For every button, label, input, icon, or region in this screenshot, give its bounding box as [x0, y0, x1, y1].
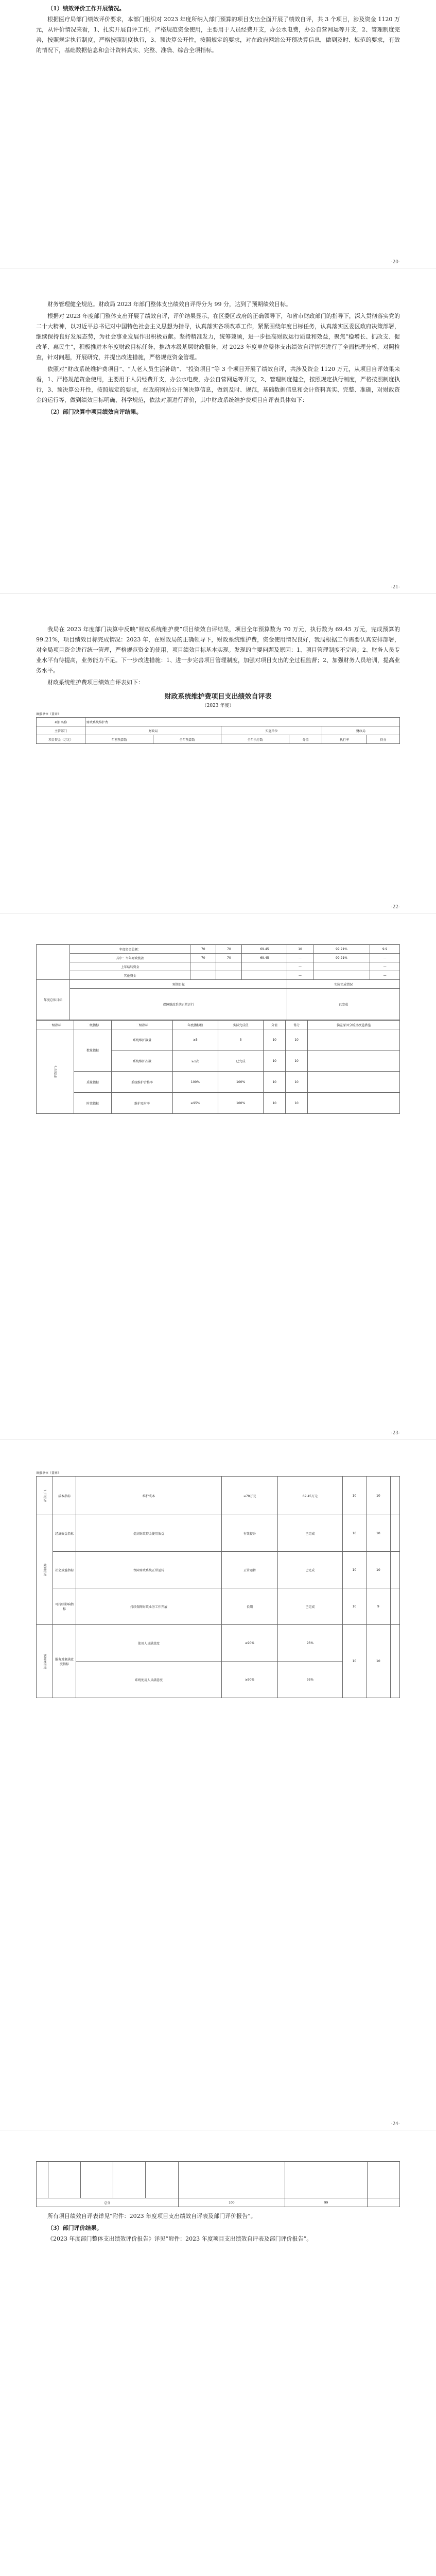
table-cell: 得分 — [367, 735, 399, 744]
table-cell: 10 — [286, 1029, 308, 1050]
table-cell: ≥95% — [172, 1093, 218, 1114]
body-paragraph: 所有项目绩效自评表详见“附件：2023 年度项目支出绩效自评表及部门评价报告”。 — [47, 2213, 256, 2219]
table-cell: ≥5 — [172, 1029, 218, 1050]
table-cell: 社会效益指标 — [53, 1552, 76, 1588]
table-cell: 产出指标 — [37, 1477, 53, 1515]
table-cell — [146, 2162, 178, 2198]
table-cell: 保障财政系统正常运行 — [70, 989, 287, 1020]
table-cell: 满意度指标 — [37, 1625, 53, 1698]
page-number: -24- — [391, 2122, 400, 2127]
table-cell: — — [370, 971, 400, 980]
table-cell — [307, 1029, 399, 1050]
table-cell — [307, 1050, 399, 1072]
table-cell: 5 — [218, 1029, 263, 1050]
section-heading: （2）部门决算中项目绩效自评结果。 — [47, 409, 142, 415]
page-number: -22- — [391, 905, 400, 910]
table-cell: 产出指标 — [37, 1029, 74, 1114]
table-cell: 年初预算数 — [85, 735, 153, 744]
table-cell — [390, 1515, 399, 1552]
table-cell: 10 — [286, 1050, 308, 1072]
table-cell: 10 — [342, 1625, 366, 1698]
table-row — [37, 1021, 400, 1029]
page-number: -20- — [391, 260, 400, 265]
table-cell: 10 — [286, 1072, 308, 1093]
table-row — [37, 971, 400, 980]
table-row — [37, 1515, 400, 1552]
table-cell — [242, 962, 287, 971]
table-cell: 全年预算数 — [153, 735, 221, 744]
table-row — [37, 1093, 400, 1114]
table-cell: 经济效益指标 — [53, 1515, 76, 1552]
table-cell: 10 — [367, 1515, 390, 1552]
table-row — [37, 954, 400, 962]
table-cell: — — [287, 962, 313, 971]
section-heading: （1）绩效评价工作开展情况。 — [47, 5, 125, 12]
table-row — [37, 726, 400, 735]
table-cell — [390, 1625, 399, 1698]
table-cell: 99.21% — [313, 954, 370, 962]
table-cell: 时效指标 — [74, 1093, 112, 1114]
table-cell: 保障财政系统正常运转 — [76, 1552, 222, 1588]
table-cell — [37, 2162, 48, 2198]
table-title: 财政系统维护费项目支出绩效自评表 — [164, 693, 272, 701]
table-row — [37, 1029, 400, 1050]
table-cell: 年度资金总额： — [70, 945, 190, 954]
indicator-table-part2 — [36, 1476, 400, 1698]
table-cell: 100% — [172, 1072, 218, 1093]
table-cell: 分值 — [289, 735, 322, 744]
table-cell: 上年结转资金 — [70, 962, 190, 971]
table-cell: 10 — [264, 1072, 286, 1093]
table-cell: — — [370, 962, 400, 971]
table-cell: 系统维护次数 — [112, 1050, 172, 1072]
table-cell — [48, 2162, 81, 2198]
table-cell: 系统维护数量 — [112, 1029, 172, 1050]
table-cell: 9.9 — [370, 945, 400, 954]
document-page-23 — [0, 913, 436, 1439]
evaluation-table-part1 — [36, 717, 400, 744]
document-page-21 — [0, 268, 436, 593]
table-cell — [390, 1552, 399, 1588]
table-cell: 70 — [216, 954, 242, 962]
table-cell: ≥90% — [222, 1625, 278, 1662]
table-cell — [178, 2162, 285, 2198]
table-cell — [367, 2162, 399, 2198]
table-cell: 效益指标 — [37, 1515, 53, 1625]
table-cell: 全年执行数 — [221, 735, 289, 744]
table-cell: 70 — [190, 954, 216, 962]
table-cell: 95% — [278, 1625, 343, 1662]
total-score: 99 — [285, 2198, 368, 2207]
table-cell — [190, 971, 216, 980]
table-cell — [307, 1072, 399, 1093]
section-heading: （3）部门评价结果。 — [47, 2225, 102, 2231]
table-cell: ≥1次 — [172, 1050, 218, 1072]
table-cell: 财政系统维护费 — [85, 718, 400, 726]
table-cell: 10 — [264, 1050, 286, 1072]
table-cell: 服务对象满意度指标 — [53, 1625, 76, 1698]
table-row — [37, 718, 400, 726]
table-cell: 持续保障财政业务工作开展 — [76, 1588, 222, 1625]
table-cell: — — [287, 954, 313, 962]
table-cell: 质量指标 — [74, 1072, 112, 1093]
table-cell: 69.45万元 — [278, 1477, 343, 1515]
document-page-25 — [0, 2130, 436, 2576]
table-cell: 70 — [190, 945, 216, 954]
table-cell: 得分 — [286, 1021, 308, 1029]
table-cell: 二级指标 — [74, 1021, 112, 1029]
table-subtitle: （2023 年度） — [202, 703, 234, 708]
unit-label: 填报单位（盖章）： — [36, 713, 63, 716]
total-score-table — [36, 2161, 400, 2207]
document-page-22 — [0, 594, 436, 913]
table-row — [37, 962, 400, 971]
table-cell — [307, 1093, 399, 1114]
table-cell: 提高财政资金使用效益 — [76, 1515, 222, 1552]
body-paragraph: 《2023 年度部门整体支出绩效评价报告》详见“附件：2023 年度项目支出绩效自评表及部门评价报告”。 — [47, 2235, 312, 2242]
table-cell: 系统使用人员满意度 — [76, 1662, 222, 1698]
table-cell: — — [287, 971, 313, 980]
table-cell: 三级指标 — [112, 1021, 172, 1029]
table-cell: 已完成 — [278, 1552, 343, 1588]
table-cell: 其他资金 — [70, 971, 190, 980]
table-cell: ≥90% — [222, 1662, 278, 1698]
table-cell: 一级指标 — [37, 1021, 74, 1029]
table-row — [37, 945, 400, 954]
table-cell: 已完成 — [287, 989, 400, 1020]
table-cell: 偏差原因分析及改进措施 — [307, 1021, 399, 1029]
table-cell: 年度总体目标 — [37, 980, 70, 1020]
table-cell: 10 — [342, 1552, 366, 1588]
table-cell: 10 — [342, 1477, 366, 1515]
table-row — [37, 1477, 400, 1515]
table-cell: 项目名称 — [37, 718, 85, 726]
table-cell — [313, 971, 370, 980]
table-cell: 年度指标值 — [172, 1021, 218, 1029]
table-cell — [390, 1477, 399, 1515]
table-row — [37, 2162, 400, 2198]
table-row — [37, 2198, 400, 2207]
table-cell: 100% — [218, 1072, 263, 1093]
table-cell: 70 — [216, 945, 242, 954]
table-cell: 主管部门 — [37, 726, 85, 735]
table-cell: 维护成本 — [76, 1477, 222, 1515]
document-page-20 — [0, 0, 436, 268]
table-cell: 100% — [218, 1093, 263, 1114]
table-cell: 预期目标 — [70, 980, 287, 989]
table-cell: 10 — [342, 1588, 366, 1625]
table-cell: 10 — [342, 1515, 366, 1552]
table-cell — [285, 2162, 368, 2198]
table-cell — [216, 962, 242, 971]
total-value: 100 — [178, 2198, 285, 2207]
body-paragraph: 根据对 2023 年度部门整体支出开展了绩效自评，评价结果显示，在区委区政府的正确领导下，和省市财政部门的指导下，深入贯彻落实党的二十大精神，以习近平总书记对中国特色社会主义思想为指导，认真落实各项改革工作，紧紧围绕年度目标任务，认真落实区委区政府决策部署，继续保持良好发展态势，为社会事业发展作出积极贡献。坚持精准发力，统筹兼顾，进一步提高财政运行质量和效益，聚焦“稳增长、抓改支、促改革、惠民生”，积极推进本年度财政目标任务，推动本级基层财政服务，对 2023 年度单位整体支出绩效自评情况进行了全面梳理分析，对照检查，针对问题，开展研究，并提出改进措施，严格规范资金管理。 — [36, 313, 400, 361]
table-cell: 实际完成值 — [218, 1021, 263, 1029]
table-cell: 其中：当年财政拨款 — [70, 954, 190, 962]
body-paragraph: 财务管理健全规范。财政局 2023 年部门整体支出绩效自评得分为 99 分，达到了预期绩效目标。 — [47, 301, 291, 308]
page-number: -23- — [391, 1431, 400, 1436]
indicator-table-part1 — [36, 1020, 400, 1114]
table-cell: — — [370, 954, 400, 962]
body-paragraph: 财政系统维护费项目绩效自评表如下： — [47, 679, 144, 686]
evaluation-table-part2 — [36, 944, 400, 1020]
table-row — [37, 735, 400, 744]
body-paragraph: 我局在 2023 年度部门决算中反映“财政系统维护费”项目绩效自评结果，项目全年预算数为 70 万元，执行数为 69.45 万元，完成预算的 99.21%，项目绩效目标完成情况：2023 年，在财政局的正确领导下，财政系统维护费，资金使用情况良好，我局根据工作需要认真安排部署，对全局项目资金进行统一管理，严格规范资金的使用，项目绩效目标基本实现。发现的主要问题及原因：1、项目管理制度不完善；2、财务人员专业水平有待提高，业务能力不足。下一步改进措施：1、进一步完善项目管理制度，加强对项目支出的全过程监督；2、加强财务人员培训，提高业务水平。 — [36, 626, 400, 674]
table-cell: 成本指标 — [53, 1477, 76, 1515]
table-cell: 已完成 — [218, 1050, 263, 1072]
table-cell: ≤70万元 — [222, 1477, 278, 1515]
table-cell — [367, 2198, 399, 2207]
table-row — [37, 989, 400, 1020]
table-cell — [190, 962, 216, 971]
table-cell: 95% — [278, 1662, 343, 1698]
table-cell: 已完成 — [278, 1515, 343, 1552]
table-cell — [81, 2162, 113, 2198]
body-paragraph: 根据医疗局部门绩效评价要求，本部门组织对 2023 年度所纳入部门预算的项目支出全面开展了绩效自评，共 3 个项目，涉及资金 1120 万元，从评价情况来看，1、扎实开展自评工作，严格规范资金使用，主要用于人员经费开支，办公水电费，办公自营网运等开支，2、管理制度完善，按照规定执行制度，严格按照制度执行，3、预决算公开性，按照规定的要求，对在政府网站公开预决算信息，做到及时、规范的要求，有效的情况下，基础数据信息和会计资料真实、完整、准确、综合全项指标。 — [36, 16, 400, 54]
table-cell: 有效提升 — [222, 1515, 278, 1552]
table-cell: 维护及时率 — [112, 1093, 172, 1114]
table-cell: 10 — [367, 1552, 390, 1588]
table-cell — [37, 945, 70, 980]
table-cell: 69.45 — [242, 945, 287, 954]
table-cell: 使用人员满意度 — [76, 1625, 222, 1662]
table-cell: 执行率 — [322, 735, 367, 744]
table-cell: 可持续影响指标 — [53, 1588, 76, 1625]
total-label: 总分 — [37, 2198, 179, 2207]
table-cell — [313, 962, 370, 971]
table-cell: 9 — [367, 1588, 390, 1625]
table-cell: 99.21% — [313, 945, 370, 954]
table-cell: 10 — [367, 1477, 390, 1515]
table-cell: 实际完成情况 — [287, 980, 400, 989]
table-row — [37, 1552, 400, 1588]
table-cell — [242, 971, 287, 980]
table-cell: 已完成 — [278, 1588, 343, 1625]
table-cell: 财政局 — [322, 726, 400, 735]
table-cell: 长期 — [222, 1588, 278, 1625]
table-cell: 10 — [287, 945, 313, 954]
table-row — [37, 980, 400, 989]
table-cell: 10 — [264, 1029, 286, 1050]
table-cell — [390, 1588, 399, 1625]
table-cell: 10 — [286, 1093, 308, 1114]
table-row — [37, 1625, 400, 1662]
table-cell: 数量指标 — [74, 1029, 112, 1072]
table-cell: 实施单位 — [221, 726, 322, 735]
table-cell: 10 — [367, 1625, 390, 1698]
table-cell: 10 — [264, 1093, 286, 1114]
table-row — [37, 1072, 400, 1093]
table-cell: 69.45 — [242, 954, 287, 962]
table-cell: 分值 — [264, 1021, 286, 1029]
table-cell: 项目资金（万元） — [37, 735, 85, 744]
table-row — [37, 1588, 400, 1625]
table-cell: 正常运转 — [222, 1552, 278, 1588]
table-cell: 系统维护合格率 — [112, 1072, 172, 1093]
document-page-24 — [0, 1439, 436, 2130]
table-cell — [113, 2162, 146, 2198]
page-number: -21- — [391, 585, 400, 590]
unit-label: 填报单位（盖章）： — [36, 1471, 63, 1475]
table-cell: 财政局 — [85, 726, 221, 735]
table-cell — [216, 971, 242, 980]
body-paragraph: 依照对“财政系统维护费项目”、“人老人员生活补助”、“投资项目”等 3 个项目开展了绩效自评，共涉及资金 1120 万元，从项目自评效果来看，1、严格规范资金使用，主要用于人员经费开支，办公水电费，办公自营网运等开支，2、管理制度健全，按照规定执行制度，严格按照制度执行，3、预决算公开性，按照规定的要求，在政府网站公开预决算信息，做到及时、规范，基础数据信息和会计资料真实、完整、准确，对财政资金的运行等，做到绩效目标明确、科学规范，依法对照进行评价，其中财政系统维护费项目自评表具体如下： — [36, 366, 400, 403]
